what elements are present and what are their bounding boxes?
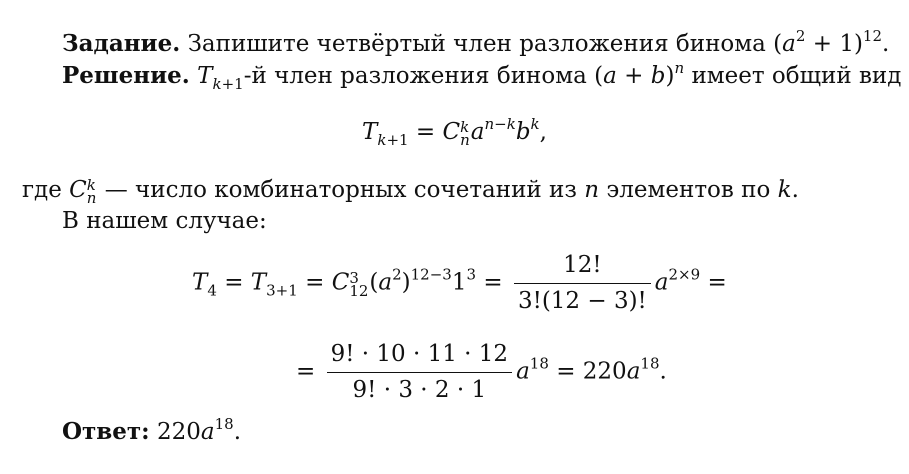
solution-text: -й член разложения бинома	[243, 63, 587, 89]
calc-fraction-2-den: 9! · 3 · 2 · 1	[327, 372, 512, 402]
solution-binomial: $(a + b)^n$	[594, 59, 685, 89]
calc-line-1: $T_4 = T_{3+1} = C$ 3 12 $(a^2)^{12-3}1^3$ = $\frac{12!}{3!(12 - 3)!}$ $a^{2\times 9}$ =	[192, 252, 727, 314]
task-binomial: $(a^2 + 1)^{12}$.	[773, 27, 890, 57]
calc-fraction-1-num: 12!	[563, 252, 602, 278]
solution-term: $T_{k+1}$	[197, 63, 244, 93]
where-text: — число комбинаторных сочетаний из	[104, 177, 577, 203]
our-case-line: В нашем случае:	[62, 208, 267, 234]
where-line: где C k n — число комбинаторных сочетаний из n элементов по k.	[22, 176, 799, 207]
general-formula: $T_{k+1} = C$ k n $a^{n-k}b^k$,	[362, 115, 547, 149]
where-mid: элементов по	[606, 177, 771, 203]
answer-label: Ответ:	[62, 418, 150, 445]
solution-label: Решение.	[62, 62, 190, 89]
calc-fraction-1	[514, 254, 651, 313]
answer-line	[62, 415, 241, 445]
task-text: Запишите четвёртый член разложения бинома	[187, 31, 766, 57]
solution-text-end: имеет общий вид	[691, 63, 902, 89]
calc-line-2: = $\frac{9! \cdot 10 \cdot 11 \cdot 12}{9! \cdot 3 \cdot 2 \cdot 1}$ $a^{18} = 220a^{18}$.	[296, 341, 667, 403]
solution-line	[62, 59, 902, 93]
answer-value: $220a^{18}$.	[156, 415, 241, 445]
where-prefix: где	[22, 177, 62, 203]
task-label: Задание.	[62, 30, 181, 57]
calc-fraction-1-den: 3!(12 − 3)!	[514, 283, 651, 313]
calc-fraction-2-num: 9! · 10 · 11 · 12	[330, 341, 509, 367]
calc-fraction-2	[327, 343, 512, 402]
task-line	[62, 27, 890, 57]
where-end: .	[791, 177, 799, 203]
